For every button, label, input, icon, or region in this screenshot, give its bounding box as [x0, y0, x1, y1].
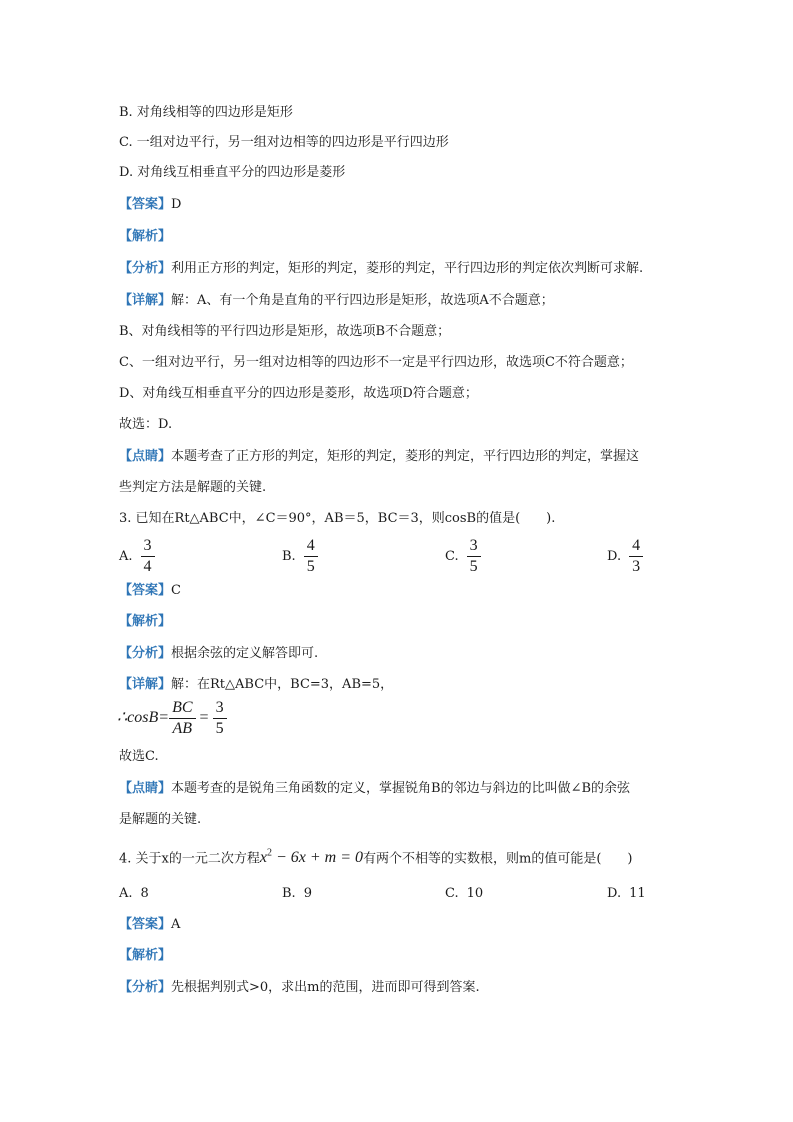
option-value: 8: [140, 886, 149, 901]
formula-fraction-result: $\frac{3}{5}$: [213, 698, 227, 739]
option-label: B.: [282, 549, 296, 564]
detail-q2-b: B、对角线相等的平行四边形是矩形，故选项B不合题意；: [119, 324, 451, 339]
line-option-d: D. 对角线互相垂直平分的四边形是菱形: [119, 165, 346, 180]
fenxi-q4: [119, 979, 480, 997]
option-label: D.: [607, 549, 622, 564]
detail-q2-c: C、一组对边平行，另一组对边相等的四边形不一定是平行四边形，故选项C不符合题意；: [119, 355, 633, 370]
detail-q3-choose: 故选C.: [119, 749, 159, 764]
xiangjie-tag: 【详解】: [119, 677, 172, 692]
answer-tag: 【答案】: [119, 583, 172, 598]
option-label: C.: [445, 886, 459, 901]
option-value: 10: [466, 886, 484, 901]
q3-option-b: [282, 536, 318, 577]
option-value: 11: [629, 886, 646, 901]
xiangjie-text: 解：A、有一个角是直角的平行四边形是矩形，故选项A不合题意；: [171, 293, 554, 308]
q4-equation: $x^2 - 6x + m = 0$: [259, 848, 364, 867]
dianjing-text: 本题考查了正方形的判定，矩形的判定，菱形的判定，平行四边形的判定，掌握这: [171, 449, 640, 464]
fenxi-tag: 【分析】: [119, 261, 172, 276]
answer-value: D: [171, 197, 182, 212]
fenxi-text: 先根据判别式>0，求出m的范围，进而即可得到答案.: [171, 980, 480, 995]
question-4: [119, 845, 633, 868]
line-option-c: C. 一组对边平行，另一组对边相等的四边形是平行四边形: [119, 135, 449, 150]
jiexi-q4: 【解析】: [119, 948, 172, 963]
formula-equals: =: [199, 709, 209, 726]
answer-q3: [119, 582, 181, 600]
dianjing-text: 本题考查的是锐角三角函数的定义，掌握锐角B的邻边与斜边的比叫做∠B的余弦: [171, 781, 631, 796]
answer-tag: 【答案】: [119, 197, 172, 212]
line-option-b: B. 对角线相等的四边形是矩形: [119, 105, 293, 120]
jiexi-q2: 【解析】: [119, 229, 172, 244]
question-3: 3. 已知在Rt△ABC中，∠C＝90°，AB＝5，BC＝3，则cosB的值是( ).: [119, 511, 556, 526]
q4-option-a: [119, 886, 149, 901]
answer-value: A: [171, 917, 181, 932]
q4-option-d: [607, 886, 646, 901]
jiexi-q3: 【解析】: [119, 614, 172, 629]
q3-option-a: [119, 536, 155, 577]
dianjing-tag: 【点睛】: [119, 781, 172, 796]
option-fraction: $\frac{3}{5}$: [467, 536, 481, 577]
xiangjie-text: 解：在Rt△ABC中，BC=3，AB=5，: [171, 677, 394, 692]
formula-cosb: [117, 698, 227, 739]
option-label: A.: [119, 886, 133, 901]
answer-tag: 【答案】: [119, 917, 172, 932]
dianjing-tag: 【点睛】: [119, 449, 172, 464]
formula-lhs: ∴cosB=: [117, 709, 170, 726]
dianjing-q3: [119, 780, 630, 798]
option-fraction: $\frac{3}{4}$: [141, 536, 155, 577]
xiangjie-tag: 【详解】: [119, 293, 172, 308]
option-fraction: $\frac{4}{5}$: [304, 536, 318, 577]
q4-option-b: [282, 886, 312, 901]
answer-q2: [119, 196, 181, 214]
option-label: B.: [282, 886, 296, 901]
detail-q2-choose: 故选：D.: [119, 417, 173, 432]
answer-q4: [119, 916, 180, 934]
option-label: A.: [119, 549, 133, 564]
q4-text-post: 有两个不相等的实数根，则m的值可能是( ): [363, 851, 633, 867]
detail-q2-d: D、对角线互相垂直平分的四边形是菱形，故选项D符合题意；: [119, 386, 478, 401]
fenxi-text: 根据余弦的定义解答即可.: [171, 646, 319, 661]
option-label: C.: [445, 549, 459, 564]
fenxi-q3: [119, 645, 318, 663]
q3-option-c: [445, 536, 481, 577]
q4-option-c: [445, 886, 483, 901]
q3-option-d: [607, 536, 643, 577]
option-label: D.: [607, 886, 622, 901]
q4-text-pre: 4. 关于x的一元二次方程: [119, 851, 260, 867]
formula-fraction-ratio: $\frac{BC}{AB}$: [169, 698, 195, 739]
xiangjie-q2: [119, 292, 554, 310]
dianjing-q2: [119, 448, 639, 466]
option-value: 9: [303, 886, 312, 901]
fenxi-tag: 【分析】: [119, 980, 172, 995]
fenxi-tag: 【分析】: [119, 646, 172, 661]
fenxi-q2: [119, 260, 643, 278]
dianjing-q2-cont: 些判定方法是解题的关键.: [119, 480, 267, 495]
fenxi-text: 利用正方形的判定，矩形的判定，菱形的判定，平行四边形的判定依次判断可求解.: [171, 261, 644, 276]
answer-value: C: [171, 583, 181, 598]
xiangjie-q3: [119, 676, 393, 694]
dianjing-q3-cont: 是解题的关键.: [119, 812, 202, 827]
option-fraction: $\frac{4}{3}$: [629, 536, 643, 577]
